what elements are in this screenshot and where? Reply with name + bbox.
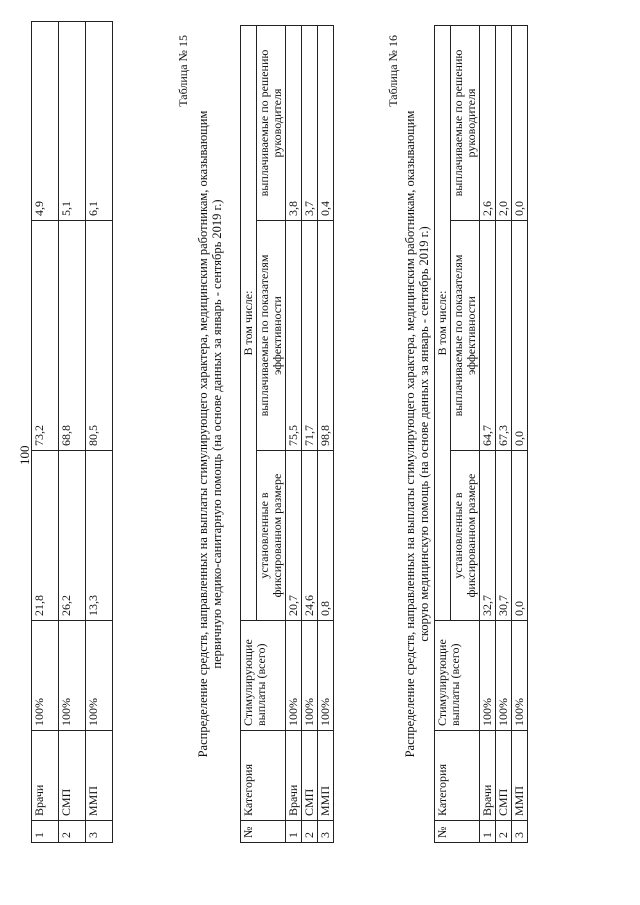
cell-manager: 3,7 — [302, 26, 318, 221]
cell-category: ММП — [318, 731, 334, 821]
cell-category: ММП — [86, 731, 113, 821]
cell-num: 3 — [318, 821, 334, 843]
cell-total: 100% — [496, 621, 512, 731]
cell-efficiency: 98,8 — [318, 221, 334, 451]
cell-category: СМП — [302, 731, 318, 821]
header-efficiency: выплачиваемые по показателям эффективности — [257, 221, 286, 451]
cell-efficiency: 68,8 — [59, 221, 86, 451]
cell-num: 3 — [512, 821, 528, 843]
cell-num: 1 — [32, 821, 59, 843]
cell-category: ММП — [512, 731, 528, 821]
table-15-title — [196, 25, 224, 843]
cell-fixed: 13,3 — [86, 451, 113, 621]
header-fixed: установленные в фиксированном размере — [451, 451, 480, 621]
table-row — [59, 22, 86, 843]
cell-total: 100% — [480, 621, 496, 731]
cell-total: 100% — [286, 621, 302, 731]
table-row — [32, 22, 59, 843]
cell-total: 100% — [32, 621, 59, 731]
header-fixed: установленные в фиксированном размере — [257, 451, 286, 621]
table-15-title-line2: первичную медико-санитарную помощь (на основе данных за январь - сентябрь 2019 г.) — [210, 199, 224, 669]
cell-manager: 3,8 — [286, 26, 302, 221]
cell-total: 100% — [512, 621, 528, 731]
cell-fixed: 20,7 — [286, 451, 302, 621]
table-16-title-line2: скорую медицинскую помощь (на основе данных за январь - сентябрь 2019 г.) — [417, 226, 431, 642]
cell-efficiency: 71,7 — [302, 221, 318, 451]
cell-total: 100% — [59, 621, 86, 731]
cell-efficiency: 0,0 — [512, 221, 528, 451]
cell-num: 1 — [480, 821, 496, 843]
cell-total: 100% — [86, 621, 113, 731]
table-row — [480, 26, 496, 843]
cell-fixed: 0,0 — [512, 451, 528, 621]
cell-total: 100% — [302, 621, 318, 731]
header-manager: выплачиваемые по решению руководителя — [257, 26, 286, 221]
header-group: В том числе: — [435, 26, 451, 621]
cell-category: СМП — [59, 731, 86, 821]
cell-efficiency: 73,2 — [32, 221, 59, 451]
cell-category: Врачи — [32, 731, 59, 821]
cell-num: 2 — [302, 821, 318, 843]
cell-num: 3 — [86, 821, 113, 843]
table-16-caption: Таблица № 16 — [386, 35, 400, 107]
table-header-row — [241, 26, 257, 843]
table-15 — [240, 25, 334, 843]
table-row — [496, 26, 512, 843]
cell-efficiency: 75,5 — [286, 221, 302, 451]
cell-fixed: 30,7 — [496, 451, 512, 621]
cell-manager: 2,0 — [496, 26, 512, 221]
cell-num: 1 — [286, 821, 302, 843]
table-row — [302, 26, 318, 843]
table-15-title-line1: Распределение средств, направленных на выплаты стимулирующего характера, медицинским работникам, оказывающим — [196, 110, 210, 758]
cell-efficiency: 67,3 — [496, 221, 512, 451]
table-row — [286, 26, 302, 843]
cell-num: 2 — [59, 821, 86, 843]
header-total: Стимулирующие выплаты (всего) — [241, 621, 286, 731]
cell-efficiency: 64,7 — [480, 221, 496, 451]
cell-efficiency: 80,5 — [86, 221, 113, 451]
cell-fixed: 24,6 — [302, 451, 318, 621]
cell-total: 100% — [318, 621, 334, 731]
cell-fixed: 0,8 — [318, 451, 334, 621]
table-16-title — [403, 25, 431, 843]
cell-manager: 4,9 — [32, 22, 59, 221]
cell-fixed: 26,2 — [59, 451, 86, 621]
table-header-row — [435, 26, 451, 843]
cell-manager: 6,1 — [86, 22, 113, 221]
table-row — [512, 26, 528, 843]
header-category: Категория — [435, 731, 480, 821]
header-group: В том числе: — [241, 26, 257, 621]
continued-table — [31, 21, 113, 843]
header-num: № — [241, 821, 286, 843]
header-manager: выплачиваемые по решению руководителя — [451, 26, 480, 221]
cell-manager: 0,0 — [512, 26, 528, 221]
cell-fixed: 32,7 — [480, 451, 496, 621]
header-num: № — [435, 821, 480, 843]
cell-manager: 0,4 — [318, 26, 334, 221]
table-row — [86, 22, 113, 843]
table-16 — [434, 25, 528, 843]
table-row — [318, 26, 334, 843]
cell-manager: 5,1 — [59, 22, 86, 221]
cell-num: 2 — [496, 821, 512, 843]
cell-category: Врачи — [286, 731, 302, 821]
cell-fixed: 21,8 — [32, 451, 59, 621]
table-16-title-line1: Распределение средств, направленных на выплаты стимулирующего характера, медицинским работникам, оказывающим — [403, 110, 417, 758]
header-efficiency: выплачиваемые по показателям эффективности — [451, 221, 480, 451]
cell-category: СМП — [496, 731, 512, 821]
header-total: Стимулирующие выплаты (всего) — [435, 621, 480, 731]
cell-category: Врачи — [480, 731, 496, 821]
cell-manager: 2,6 — [480, 26, 496, 221]
header-category: Категория — [241, 731, 286, 821]
table-15-caption: Таблица № 15 — [176, 35, 190, 107]
page-number: 100 — [17, 445, 32, 465]
